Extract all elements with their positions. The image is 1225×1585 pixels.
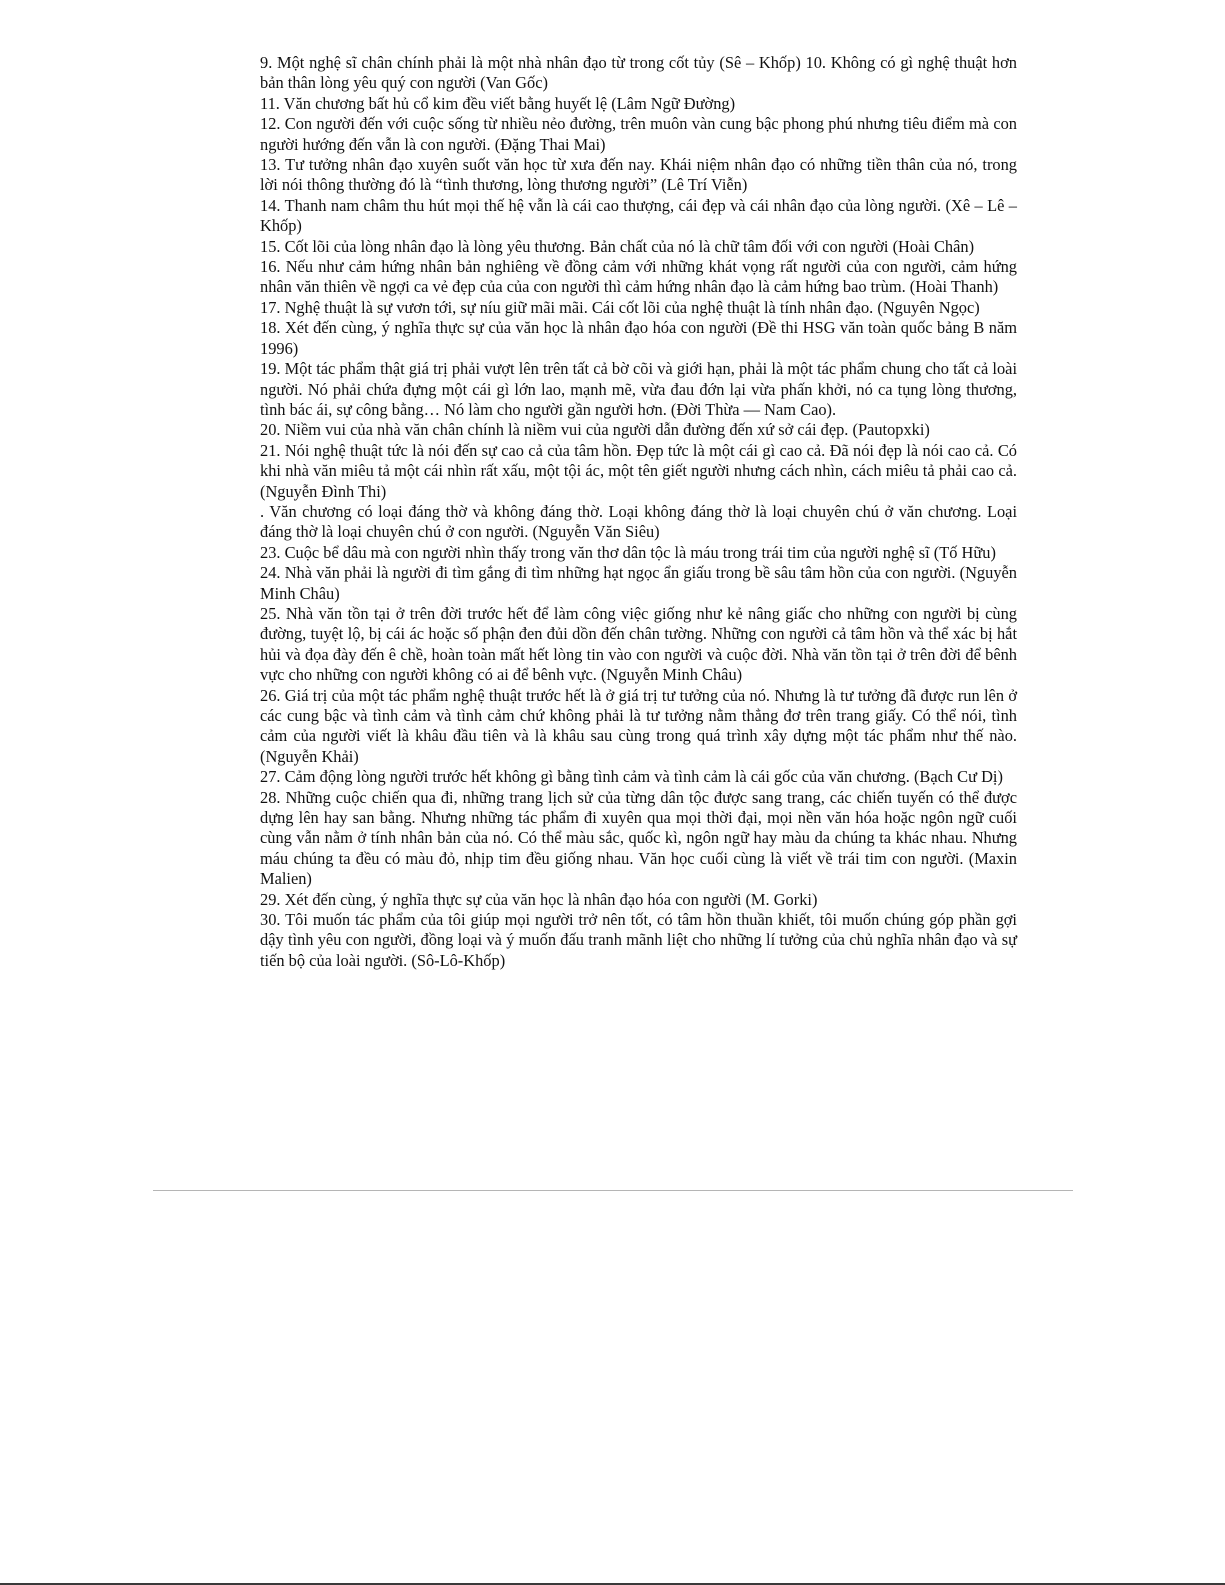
quote-paragraph-29: 29. Xét đến cùng, ý nghĩa thực sự của văn học là nhân đạo hóa con người (M. Gorki): [260, 889, 818, 909]
page-divider: [153, 1190, 1073, 1191]
quote-paragraph-22: . Văn chương có loại đáng thờ và không đáng thờ. Loại không đáng thờ là loại chuyên chú ở văn chương. Loại đáng thờ là loại chuyên chú ở con người. (Nguyễn Văn Siêu): [260, 501, 1017, 542]
quote-paragraph-18: 18. Xét đến cùng, ý nghĩa thực sự của văn học là nhân đạo hóa con người (Đề thi HSG văn toàn quốc bảng B năm 1996): [260, 318, 1017, 358]
document-body: [260, 53, 1017, 971]
quote-paragraph-20: 20. Niềm vui của nhà văn chân chính là niềm vui của người dẫn đường đến xứ sở cái đẹp. (Pautopxki): [260, 420, 930, 440]
quote-paragraph-26: 26. Giá trị của một tác phẩm nghệ thuật trước hết là ở giá trị tư tưởng của nó. Nhưng là tư tưởng đã được run lên ở các cung bậc và tình cảm và tình cảm chứ không phải là tư tưởng nằm thẳng đơ trên trang giấy. Có thể nói, tình cảm của người viết là khâu đầu tiên và là khâu sau cùng trong quá trình xây dựng một tác phẩm như thế nào. (Nguyễn Khải): [260, 685, 1017, 766]
quote-paragraph-19: 19. Một tác phẩm thật giá trị phải vượt lên trên tất cả bờ cõi và giới hạn, phải là một tác phẩm chung cho tất cả loài người. Nó phải chứa đựng một cái gì lớn lao, mạnh mẽ, vừa đau đớn lại vừa phấn khởi, nó ca tụng lòng thương, tình bác ái, sự công bằng… Nó làm cho người gần người hơn. (Đời Thừa — Nam Cao).: [260, 359, 1017, 419]
quote-paragraph-16: 16. Nếu như cảm hứng nhân bản nghiêng về đồng cảm với những khát vọng rất người của con người, cảm hứng nhân văn thiên về ngợi ca vẻ đẹp của của con người thì cảm hứng nhân đạo là cảm hứng bao trùm. (Hoài Thanh): [260, 257, 1017, 297]
quote-paragraph-11: 11. Văn chương bất hủ cổ kim đều viết bằng huyết lệ (Lâm Ngữ Đường): [260, 93, 736, 113]
quote-paragraph-30: 30. Tôi muốn tác phẩm của tôi giúp mọi người trở nên tốt, có tâm hồn thuần khiết, tôi muốn chúng góp phần gợi dậy tình yêu con người, đồng loại và ý muốn đấu tranh mãnh liệt cho những lí tưởng của chủ nghĩa nhân đạo và sự tiến bộ của loài người. (Sô-Lô-Khốp): [260, 910, 1017, 970]
quote-paragraph-15: 15. Cốt lõi của lòng nhân đạo là lòng yêu thương. Bản chất của nó là chữ tâm đối với con người (Hoài Chân): [260, 236, 975, 256]
quote-paragraph-28: 28. Những cuộc chiến qua đi, những trang lịch sử của từng dân tộc được sang trang, các chiến tuyến có thể được dựng lên hay san bằng. Nhưng những tác phẩm đi xuyên qua mọi thời đại, mọi nền văn hóa hoặc ngôn ngữ cuối cùng vẫn nằm ở tính nhân bản của nó. Có thể màu sắc, quốc kì, ngôn ngữ hay màu da chúng ta khác nhau. Nhưng máu chúng ta đều có màu đỏ, nhịp tim đều giống nhau. Văn học cuối cùng là viết về trái tim con người. (Maxin Malien): [260, 787, 1017, 889]
quote-paragraph-21: 21. Nói nghệ thuật tức là nói đến sự cao cả của tâm hồn. Đẹp tức là một cái gì cao cả. Đã nói đẹp là nói cao cả. Có khi nhà văn miêu tả một cái nhìn rất xấu, một tội ác, một tên giết người nhưng cách nhìn, cách miêu tả phải cao cả. (Nguyễn Đình Thi): [260, 440, 1017, 501]
quote-paragraph-12: 12. Con người đến với cuộc sống từ nhiều nẻo đường, trên muôn vàn cung bậc phong phú nhưng tiêu điểm mà con người hướng đến vẫn là con người. (Đặng Thai Mai): [260, 114, 1017, 154]
quote-paragraph-9-10: 9. Một nghệ sĩ chân chính phải là một nhà nhân đạo từ trong cốt tủy (Sê – Khốp) 10. Không có gì nghệ thuật hơn bản thân lòng yêu quý con người (Van Gốc): [260, 53, 1017, 93]
quote-paragraph-23: 23. Cuộc bể dâu mà con người nhìn thấy trong văn thơ dân tộc là máu trong trái tim của người nghệ sĩ (Tố Hữu): [260, 542, 996, 562]
quote-paragraph-27: 27. Cảm động lòng người trước hết không gì bằng tình cảm và tình cảm là cái gốc của văn chương. (Bạch Cư Dị): [260, 767, 1003, 787]
quote-paragraph-14: 14. Thanh nam châm thu hút mọi thế hệ vẫn là cái cao thượng, cái đẹp và cái nhân đạo của lòng người. (Xê – Lê – Khốp): [260, 195, 1017, 236]
quote-paragraph-13: 13. Tư tưởng nhân đạo xuyên suốt văn học từ xưa đến nay. Khái niệm nhân đạo có những tiền thân của nó, trong lời nói thông thường đó là “tình thương, lòng thương người” (Lê Trí Viễn): [260, 155, 1017, 195]
quote-paragraph-25: 25. Nhà văn tồn tại ở trên đời trước hết để làm công việc giống như kẻ nâng giấc cho những con người bị cùng đường, tuyệt lộ, bị cái ác hoặc số phận đen đủi dồn đến chân tường. Những con người cả tâm hồn và thể xác bị hắt hủi và đọa đày đến ê chề, hoàn toàn mất hết lòng tin vào con người và cuộc đời. Nhà văn tồn tại ở trên đời để bênh vực cho những con người không có ai để bênh vực. (Nguyễn Minh Châu): [260, 603, 1017, 685]
quote-paragraph-24: 24. Nhà văn phải là người đi tìm gắng đi tìm những hạt ngọc ẩn giấu trong bề sâu tâm hồn của con người. (Nguyễn Minh Châu): [260, 563, 1017, 603]
quote-paragraph-17: 17. Nghệ thuật là sự vươn tới, sự níu giữ mãi mãi. Cái cốt lõi của nghệ thuật là tính nhân đạo. (Nguyên Ngọc): [260, 297, 980, 317]
